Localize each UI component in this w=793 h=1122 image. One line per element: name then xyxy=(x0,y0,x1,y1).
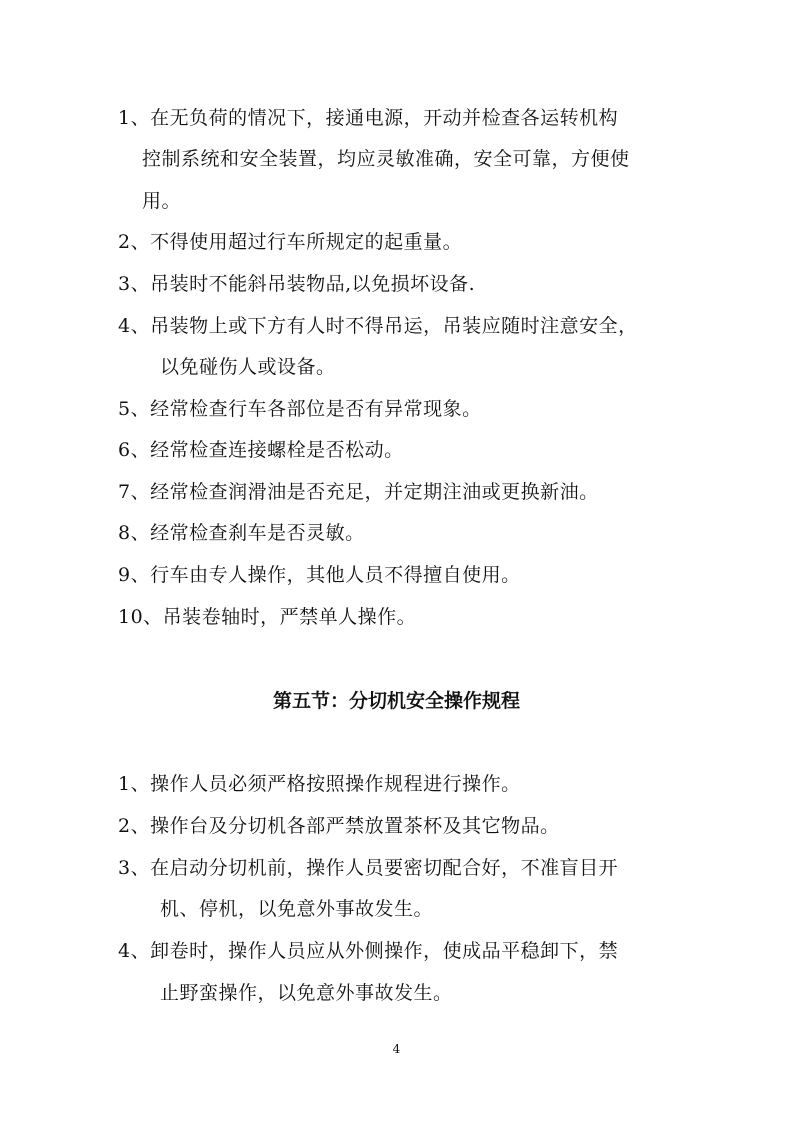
list-item-b3-line1: 3、在启动分切机前，操作人员要密切配合好，不准盲目开 xyxy=(118,857,619,879)
list-item-a9: 9、行车由专人操作，其他人员不得擅自使用。 xyxy=(118,564,521,586)
list-item-a1-line1: 1、在无负荷的情况下，接通电源，开动并检查各运转机构 xyxy=(118,107,619,129)
list-item-a1-line2: 控制系统和安全装置，均应灵敏准确，安全可靠，方便使 xyxy=(142,148,630,170)
list-item-a1-line3: 用。 xyxy=(142,190,182,212)
section-heading: 第五节：分切机安全操作规程 xyxy=(272,690,520,712)
list-item-b3-line2: 机、停机，以免意外事故发生。 xyxy=(160,898,434,920)
list-item-a2: 2、不得使用超过行车所规定的起重量。 xyxy=(118,231,463,253)
list-item-a6: 6、经常检查连接螺栓是否松动。 xyxy=(118,439,404,461)
list-item-a8: 8、经常检查刹车是否灵敏。 xyxy=(118,522,365,544)
list-item-a4-line2: 以免碰伤人或设备。 xyxy=(160,356,336,378)
list-item-a4-line1: 4、吊装物上或下方有人时不得吊运，吊装应随时注意安全， xyxy=(118,315,638,337)
list-item-b4-line1: 4、卸卷时，操作人员应从外侧操作，使成品平稳卸下，禁 xyxy=(118,940,619,962)
list-item-b4-line2: 止野蛮操作，以免意外事故发生。 xyxy=(160,982,453,1004)
list-item-a3: 3、吊装时不能斜吊装物品,以免损坏设备. xyxy=(118,273,476,295)
list-item-b2: 2、操作台及分切机各部严禁放置茶杯及其它物品。 xyxy=(118,815,560,837)
list-item-b1: 1、操作人员必须严格按照操作规程进行操作。 xyxy=(118,773,521,795)
list-item-a10: 10、吊装卷轴时，严禁单人操作。 xyxy=(118,606,417,628)
list-item-a5: 5、经常检查行车各部位是否有异常现象。 xyxy=(118,398,482,420)
page-number: 4 xyxy=(392,1042,401,1056)
list-item-a7: 7、经常检查润滑油是否充足，并定期注油或更换新油。 xyxy=(118,481,599,503)
